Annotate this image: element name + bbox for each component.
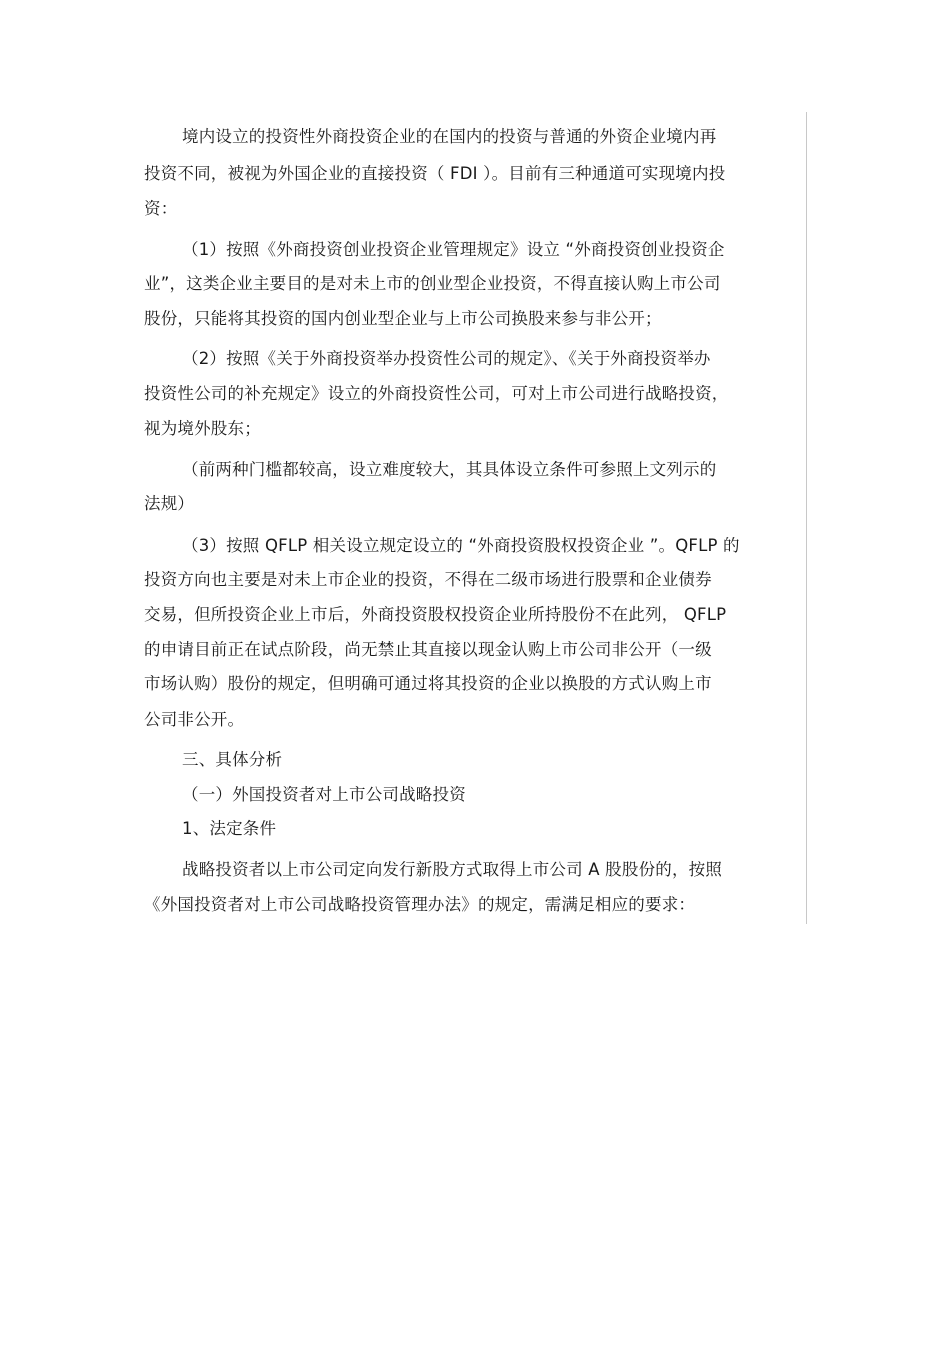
item-1-line-2: 业”，这类企业主要目的是对未上市的创业型企业投资，不得直接认购上市公司 — [144, 274, 721, 293]
conditions-line-1: 战略投资者以上市公司定向发行新股方式取得上市公司 A 股股份的，按照 — [182, 860, 723, 879]
para-1-line-3: 资： — [144, 199, 178, 218]
sub-subsection-heading-1: 1、法定条件 — [182, 819, 277, 838]
item-2-line-2: 投资性公司的补充规定》设立的外商投资性公司，可对上市公司进行战略投资， — [144, 384, 729, 403]
subsection-heading-1: （一）外国投资者对上市公司战略投资 — [182, 785, 466, 804]
section-heading-3: 三、具体分析 — [182, 750, 283, 769]
item-3-line-2: 投资方向也主要是对未上市企业的投资，不得在二级市场进行股票和企业债券 — [144, 570, 712, 589]
item-3-line-4: 的申请目前正在试点阶段，尚无禁止其直接以现金认购上市公司非公开（一级 — [144, 640, 712, 659]
item-3-line-1: （3）按照 QFLP 相关设立规定设立的 “外商投资股权投资企业 ”。QFLP 的 — [182, 536, 740, 555]
item-1-line-3: 股份，只能将其投资的国内创业型企业与上市公司换股来参与非公开； — [144, 309, 662, 328]
conditions-line-2: 《外国投资者对上市公司战略投资管理办法》的规定，需满足相应的要求： — [144, 895, 696, 914]
item-2-line-1: （2）按照《关于外商投资举办投资性公司的规定》、《关于外商投资举办 — [182, 349, 711, 368]
item-3-line-3: 交易，但所投资企业上市后，外商投资股权投资企业所持股份不在此列， QFLP — [144, 605, 727, 624]
item-1-line-1: （1）按照《外商投资创业投资企业管理规定》设立 “外商投资创业投资企 — [182, 240, 725, 259]
item-2-line-3: 视为境外股东； — [144, 419, 261, 438]
item-3-line-6: 公司非公开。 — [144, 710, 245, 729]
note-line-1: （前两种门槛都较高，设立难度较大，其具体设立条件可参照上文列示的 — [182, 460, 717, 479]
item-3-line-5: 市场认购）股份的规定，但明确可通过将其投资的企业以换股的方式认购上市 — [144, 674, 712, 693]
page-right-border — [806, 112, 807, 924]
para-1-line-1: 境内设立的投资性外商投资企业的在国内的投资与普通的外资企业境内再 — [182, 127, 717, 146]
note-line-2: 法规） — [144, 494, 195, 513]
para-1-line-2: 投资不同，被视为外国企业的直接投资（ FDI ）。目前有三种通道可实现境内投 — [144, 164, 726, 183]
